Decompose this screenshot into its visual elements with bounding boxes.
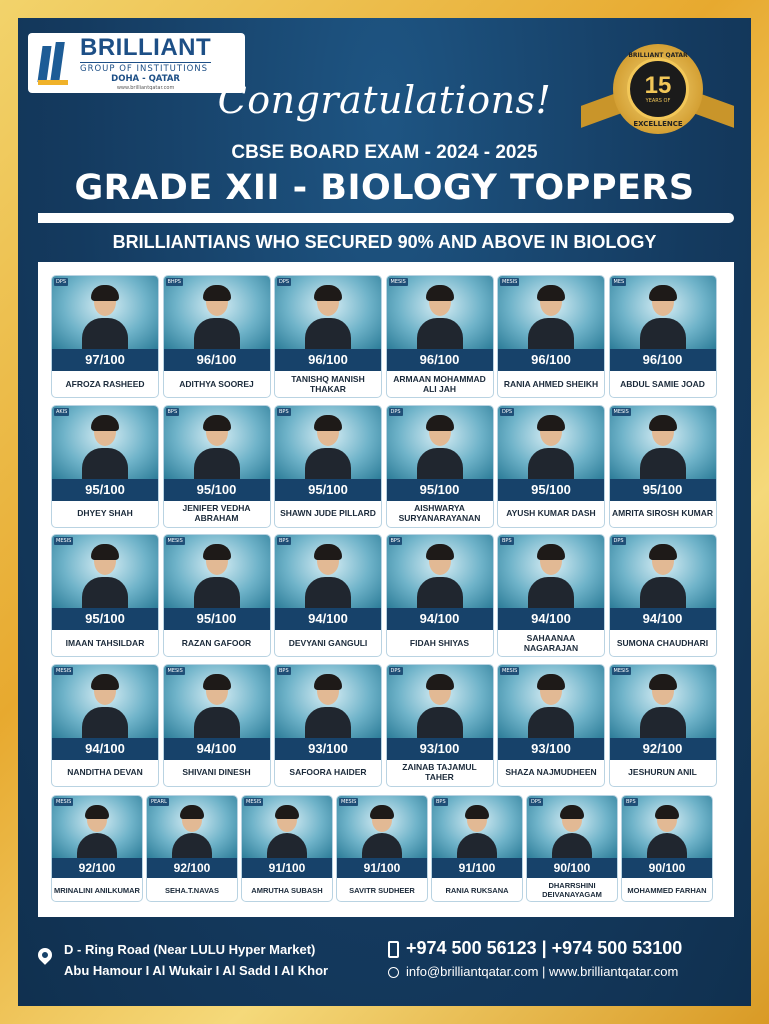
student-score: 93/100 — [498, 738, 604, 760]
student-photo — [387, 406, 493, 479]
student-name: ADITHYA SOOREJ — [179, 378, 254, 389]
student-card — [51, 275, 159, 398]
school-tag: BPS — [279, 408, 289, 415]
student-avatar-icon — [305, 286, 351, 349]
student-card — [609, 664, 717, 787]
student-score: 96/100 — [275, 349, 381, 371]
school-tag: DPS — [613, 538, 624, 544]
student-photo — [275, 406, 381, 479]
congratulations-heading: Congratulations! — [217, 78, 552, 122]
school-tag: BPS — [279, 538, 289, 544]
student-name: AMRITA SIROSH KUMAR — [611, 508, 714, 519]
student-card — [497, 664, 605, 787]
student-card — [51, 405, 159, 528]
school-tag: DPS — [279, 279, 290, 285]
student-card — [386, 405, 494, 528]
student-card — [431, 795, 523, 902]
student-card — [163, 534, 271, 657]
student-avatar-icon — [528, 545, 574, 608]
student-score: 91/100 — [337, 858, 427, 878]
student-avatar-icon — [82, 675, 128, 738]
student-avatar-icon — [528, 286, 574, 349]
student-photo — [275, 535, 381, 608]
student-photo — [498, 276, 604, 349]
student-card — [163, 275, 271, 398]
student-avatar-icon — [640, 675, 686, 738]
student-avatar-icon — [647, 806, 687, 858]
student-score: 90/100 — [622, 858, 712, 878]
student-name: SAFOORA HAIDER — [289, 767, 367, 778]
student-card — [163, 664, 271, 787]
student-name: IMAAN TAHSILDAR — [65, 637, 145, 648]
school-tag: DPS — [502, 408, 513, 415]
student-photo — [52, 406, 158, 479]
school-tag: MESIS — [167, 538, 183, 544]
student-card — [274, 664, 382, 787]
student-photo — [498, 665, 604, 738]
student-photo — [610, 535, 716, 608]
student-name: SEHA.T.NAVAS — [165, 885, 219, 895]
logo-website: www.brilliantqatar.com — [116, 84, 175, 91]
student-name: MRINALINI ANILKUMAR — [54, 885, 140, 895]
student-photo — [610, 665, 716, 738]
student-score: 94/100 — [275, 608, 381, 630]
student-card — [609, 275, 717, 398]
student-avatar-icon — [528, 675, 574, 738]
student-score: 96/100 — [610, 349, 716, 371]
school-tag: MESIS — [613, 667, 629, 674]
logo-city: DOHA - QATAR — [111, 74, 180, 84]
school-tag: BPS — [502, 538, 512, 544]
school-tag: MESIS — [246, 799, 262, 805]
badge-top-text: BRILLIANT QATAR — [628, 52, 688, 59]
student-name: MOHAMMED FARHAN — [627, 885, 707, 895]
student-card — [386, 275, 494, 398]
globe-icon — [388, 967, 399, 978]
badge-number: 15 — [644, 72, 672, 99]
student-name: DEVYANI GANGULI — [288, 637, 368, 648]
school-tag: BPS — [626, 799, 636, 805]
student-name: AFROZA RASHEED — [65, 378, 145, 389]
student-name: SHAZA NAJMUDHEEN — [505, 767, 597, 778]
student-name: RANIA AHMED SHEIKH — [503, 378, 599, 389]
student-name: DHYEY SHAH — [77, 508, 133, 519]
student-photo — [52, 535, 158, 608]
student-score: 94/100 — [610, 608, 716, 630]
student-name: ARMAAN MOHAMMAD ALI JAH — [393, 373, 486, 394]
student-avatar-icon — [640, 286, 686, 349]
school-tag: PEARL — [151, 799, 167, 805]
student-photo — [275, 665, 381, 738]
student-card — [51, 664, 159, 787]
student-score: 94/100 — [164, 738, 270, 760]
student-avatar-icon — [194, 286, 240, 349]
student-score: 92/100 — [52, 858, 142, 878]
phone-icon — [388, 941, 399, 958]
school-tag: BPS — [436, 799, 446, 805]
student-avatar-icon — [194, 675, 240, 738]
badge-years: YEARS OF — [645, 98, 671, 104]
student-name: SHAWN JUDE PILLARD — [280, 508, 376, 519]
school-tag: MESIS — [390, 279, 406, 285]
student-card — [621, 795, 713, 902]
student-score: 93/100 — [387, 738, 493, 760]
student-score: 94/100 — [387, 608, 493, 630]
student-avatar-icon — [194, 545, 240, 608]
student-name: JESHURUN ANIL — [628, 767, 697, 778]
student-score: 95/100 — [52, 608, 158, 630]
school-tag: MESIS — [56, 799, 72, 805]
student-score: 96/100 — [164, 349, 270, 371]
student-card — [146, 795, 238, 902]
student-photo — [387, 535, 493, 608]
school-tag: BPS — [279, 667, 289, 674]
student-avatar-icon — [640, 416, 686, 479]
student-score: 95/100 — [498, 479, 604, 501]
student-name: SAHAANAA NAGARAJAN — [523, 632, 579, 653]
student-avatar-icon — [267, 806, 307, 858]
student-card — [609, 534, 717, 657]
school-tag: BHPS — [167, 279, 181, 285]
student-photo — [498, 535, 604, 608]
student-score: 95/100 — [387, 479, 493, 501]
student-photo — [610, 276, 716, 349]
school-tag: DPS — [390, 408, 401, 415]
student-card — [497, 534, 605, 657]
student-card — [241, 795, 333, 902]
student-avatar-icon — [417, 286, 463, 349]
divider — [38, 213, 734, 223]
school-tag: MESIS — [341, 799, 357, 805]
address-line-1: D - Ring Road (Near LULU Hyper Market) — [64, 942, 316, 957]
student-avatar-icon — [82, 286, 128, 349]
school-tag: BPS — [390, 538, 401, 544]
badge-bottom-text: EXCELLENCE — [633, 120, 683, 128]
student-photo — [610, 406, 716, 479]
student-card — [526, 795, 618, 902]
student-score: 91/100 — [432, 858, 522, 878]
school-tag: MESIS — [56, 538, 72, 544]
student-score: 96/100 — [498, 349, 604, 371]
student-name: TANISHQ MANISH THAKAR — [291, 373, 365, 394]
school-tag: MESIS — [502, 279, 518, 285]
exam-heading: CBSE BOARD EXAM - 2024 - 2025 — [231, 142, 538, 163]
student-score: 95/100 — [275, 479, 381, 501]
student-avatar-icon — [362, 806, 402, 858]
school-tag: MES — [613, 279, 625, 285]
student-avatar-icon — [172, 806, 212, 858]
student-avatar-icon — [305, 545, 351, 608]
student-card — [51, 534, 159, 657]
student-avatar-icon — [457, 806, 497, 858]
student-name: DHARRSHINI DEIVANAYAGAM — [542, 881, 602, 899]
contact-links[interactable]: info@brilliantqatar.com | www.brilliantqatar.com — [406, 964, 679, 979]
student-name: ZAINAB TAJAMUL TAHER — [402, 762, 477, 782]
student-card — [163, 405, 271, 528]
student-avatar-icon — [528, 416, 574, 479]
student-score: 92/100 — [610, 738, 716, 760]
student-name: AYUSH KUMAR DASH — [506, 508, 596, 519]
student-score: 91/100 — [242, 858, 332, 878]
student-score: 95/100 — [610, 479, 716, 501]
toppers-grid — [38, 262, 734, 917]
student-avatar-icon — [640, 545, 686, 608]
school-tag: MESIS — [613, 408, 629, 415]
school-tag: MESIS — [502, 667, 518, 674]
school-tag: AKIS — [56, 408, 68, 415]
student-name: ABDUL SAMIE JOAD — [620, 378, 705, 389]
student-name: RANIA RUKSANA — [445, 885, 509, 895]
student-photo — [164, 665, 270, 738]
school-tag: BPS — [167, 408, 178, 415]
student-name: AMRUTHA SUBASH — [251, 885, 323, 895]
student-photo — [498, 406, 604, 479]
student-name: SHIVANI DINESH — [182, 767, 251, 778]
student-avatar-icon — [305, 675, 351, 738]
student-score: 94/100 — [52, 738, 158, 760]
subtitle: BRILLIANTIANS WHO SECURED 90% AND ABOVE IN BIOLOGY — [112, 232, 657, 252]
student-card — [274, 275, 382, 398]
phone-numbers: +974 500 56123 | +974 500 53100 — [406, 938, 683, 958]
student-avatar-icon — [82, 545, 128, 608]
student-card — [274, 534, 382, 657]
student-photo — [275, 276, 381, 349]
student-score: 95/100 — [164, 479, 270, 501]
school-tag: MESIS — [56, 667, 72, 674]
student-card — [497, 405, 605, 528]
student-avatar-icon — [417, 545, 463, 608]
school-tag: MESIS — [167, 667, 183, 674]
student-name: SAVITR SUDHEER — [349, 885, 415, 895]
student-card — [497, 275, 605, 398]
student-photo — [52, 665, 158, 738]
student-card — [609, 405, 717, 528]
logo-name: BRILLIANT — [80, 33, 212, 61]
school-tag: DPS — [390, 667, 401, 674]
student-avatar-icon — [82, 416, 128, 479]
student-name: AISHWARYA SURYANARAYANAN — [398, 503, 481, 523]
student-avatar-icon — [417, 675, 463, 738]
student-avatar-icon — [417, 416, 463, 479]
student-card — [336, 795, 428, 902]
school-tag: DPS — [56, 279, 67, 285]
student-avatar-icon — [305, 416, 351, 479]
student-photo — [52, 276, 158, 349]
school-tag: DPS — [531, 799, 542, 805]
student-name: RAZAN GAFOOR — [181, 637, 252, 648]
student-photo — [387, 276, 493, 349]
student-score: 96/100 — [387, 349, 493, 371]
student-avatar-icon — [194, 416, 240, 479]
student-photo — [164, 406, 270, 479]
student-name: JENIFER VEDHA ABRAHAM — [182, 503, 251, 523]
student-score: 97/100 — [52, 349, 158, 371]
page-title: GRADE XII - BIOLOGY TOPPERS — [74, 168, 695, 208]
student-card — [51, 795, 143, 902]
student-name: SUMONA CHAUDHARI — [616, 637, 709, 648]
student-score: 95/100 — [52, 479, 158, 501]
student-name: NANDITHA DEVAN — [67, 767, 143, 778]
student-card — [386, 664, 494, 787]
student-card — [274, 405, 382, 528]
student-score: 94/100 — [498, 608, 604, 630]
student-photo — [387, 665, 493, 738]
student-name: FIDAH SHIYAS — [409, 637, 470, 648]
student-card — [386, 534, 494, 657]
student-photo — [164, 276, 270, 349]
student-score: 93/100 — [275, 738, 381, 760]
student-score: 90/100 — [527, 858, 617, 878]
student-score: 95/100 — [164, 608, 270, 630]
student-avatar-icon — [552, 806, 592, 858]
address-line-2: Abu Hamour I Al Wukair I Al Sadd I Al Khor — [64, 963, 329, 978]
logo-subtitle: GROUP OF INSTITUTIONS — [80, 62, 211, 74]
student-avatar-icon — [77, 806, 117, 858]
student-photo — [164, 535, 270, 608]
student-score: 92/100 — [147, 858, 237, 878]
